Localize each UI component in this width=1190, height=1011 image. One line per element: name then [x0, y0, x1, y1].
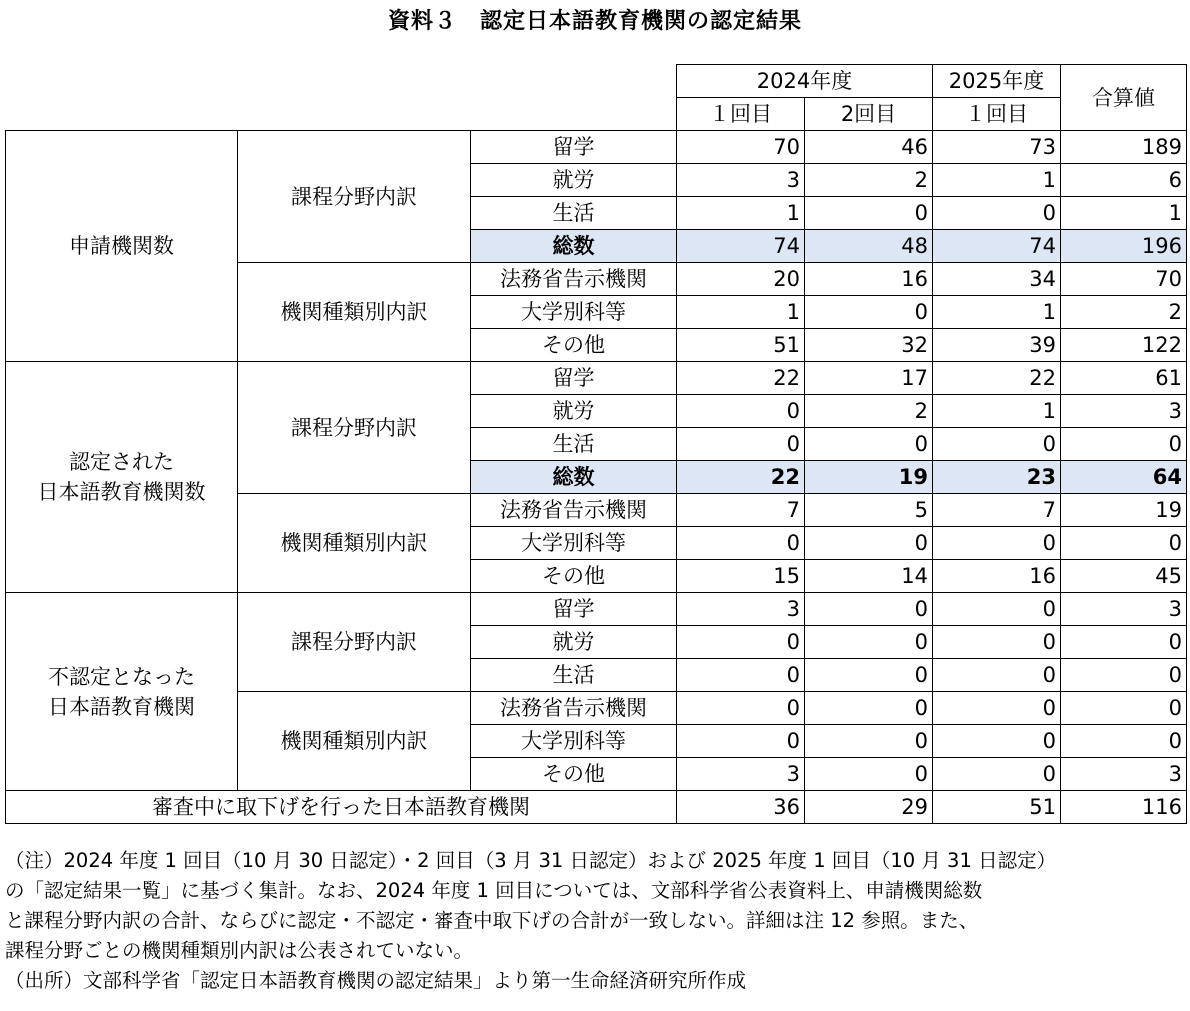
- value-cell: 1: [677, 197, 805, 230]
- value-cell: 23: [933, 461, 1061, 494]
- header-round-2024-1: １回目: [677, 98, 805, 131]
- source-line: （出所）文部科学省「認定日本語教育機関の認定結果」より第一生命経済研究所作成: [5, 969, 747, 992]
- value-cell: 0: [805, 659, 933, 692]
- table-row: [6, 593, 1187, 626]
- row-label: その他: [471, 329, 677, 362]
- row-label: その他: [471, 758, 677, 791]
- value-cell: 5: [805, 494, 933, 527]
- row-label: 総数: [471, 461, 677, 494]
- value-cell: 64: [1061, 461, 1187, 494]
- value-cell: 36: [677, 791, 805, 824]
- group-label: [6, 131, 238, 362]
- group-label-line: 申請機関数: [69, 234, 174, 258]
- value-cell: 45: [1061, 560, 1187, 593]
- subgroup-label: 機関種類別内訳: [238, 494, 471, 593]
- value-cell: 0: [1061, 692, 1187, 725]
- value-cell: 19: [805, 461, 933, 494]
- value-cell: 32: [805, 329, 933, 362]
- row-label: 留学: [471, 593, 677, 626]
- value-cell: 0: [933, 659, 1061, 692]
- value-cell: 0: [933, 626, 1061, 659]
- group-label: [6, 593, 238, 791]
- value-cell: 0: [805, 626, 933, 659]
- value-cell: 39: [933, 329, 1061, 362]
- group-label-line: 不認定となった: [48, 664, 195, 689]
- value-cell: 2: [805, 395, 933, 428]
- value-cell: 2: [805, 164, 933, 197]
- group-label: [6, 362, 238, 593]
- value-cell: 0: [933, 593, 1061, 626]
- value-cell: 20: [677, 263, 805, 296]
- value-cell: 1: [933, 395, 1061, 428]
- header-2025: 2025年度: [933, 65, 1061, 98]
- value-cell: 0: [805, 428, 933, 461]
- value-cell: 0: [1061, 428, 1187, 461]
- value-cell: 48: [805, 230, 933, 263]
- value-cell: 17: [805, 362, 933, 395]
- note-line: 課程分野ごとの機関種類別内訳は公表されていない。: [5, 939, 474, 962]
- notes: [5, 846, 1185, 996]
- value-cell: 189: [1061, 131, 1187, 164]
- table-row: [6, 362, 1187, 395]
- value-cell: 0: [933, 428, 1061, 461]
- row-label: その他: [471, 560, 677, 593]
- value-cell: 3: [1061, 395, 1187, 428]
- value-cell: 51: [933, 791, 1061, 824]
- subgroup-label: 課程分野内訳: [238, 131, 471, 263]
- value-cell: 0: [805, 296, 933, 329]
- value-cell: 51: [677, 329, 805, 362]
- value-cell: 2: [1061, 296, 1187, 329]
- subgroup-label: 機関種類別内訳: [238, 692, 471, 791]
- value-cell: 14: [805, 560, 933, 593]
- value-cell: 0: [933, 197, 1061, 230]
- group-label-line: 日本語教育機関: [48, 694, 195, 719]
- value-cell: 0: [677, 527, 805, 560]
- row-label: 留学: [471, 362, 677, 395]
- page-title: 資料３ 認定日本語教育機関の認定結果: [387, 9, 802, 34]
- value-cell: 0: [933, 758, 1061, 791]
- row-label: 就労: [471, 395, 677, 428]
- value-cell: 70: [677, 131, 805, 164]
- value-cell: 6: [1061, 164, 1187, 197]
- withdrawn-label: 審査中に取下げを行った日本語教育機関: [6, 791, 677, 824]
- header-round-2024-2: 2回目: [805, 98, 933, 131]
- value-cell: 3: [677, 593, 805, 626]
- withdrawn-row: [6, 791, 1187, 824]
- row-label: 生活: [471, 659, 677, 692]
- results-table-body: [6, 65, 1187, 824]
- value-cell: 1: [677, 296, 805, 329]
- value-cell: 22: [933, 362, 1061, 395]
- row-label: 法務省告示機関: [471, 692, 677, 725]
- value-cell: 61: [1061, 362, 1187, 395]
- value-cell: 22: [677, 461, 805, 494]
- header-blank: [6, 65, 677, 98]
- value-cell: 0: [805, 527, 933, 560]
- value-cell: 0: [677, 692, 805, 725]
- subgroup-label: 機関種類別内訳: [238, 263, 471, 362]
- header-total: 合算値: [1061, 65, 1187, 131]
- value-cell: 15: [677, 560, 805, 593]
- row-label: 就労: [471, 164, 677, 197]
- value-cell: 0: [1061, 527, 1187, 560]
- value-cell: 0: [1061, 659, 1187, 692]
- value-cell: 0: [805, 593, 933, 626]
- value-cell: 0: [805, 758, 933, 791]
- header-row-years: [6, 65, 1187, 98]
- row-label: 大学別科等: [471, 527, 677, 560]
- value-cell: 116: [1061, 791, 1187, 824]
- header-row-rounds: [6, 98, 1187, 131]
- value-cell: 19: [1061, 494, 1187, 527]
- group-label-line: 認定された: [69, 450, 174, 474]
- value-cell: 0: [677, 725, 805, 758]
- value-cell: 0: [805, 725, 933, 758]
- row-label: 留学: [471, 131, 677, 164]
- value-cell: 46: [805, 131, 933, 164]
- value-cell: 74: [933, 230, 1061, 263]
- value-cell: 196: [1061, 230, 1187, 263]
- value-cell: 3: [677, 164, 805, 197]
- value-cell: 73: [933, 131, 1061, 164]
- value-cell: 122: [1061, 329, 1187, 362]
- value-cell: 29: [805, 791, 933, 824]
- value-cell: 1: [933, 296, 1061, 329]
- note-line: の「認定結果一覧」に基づく集計。なお、2024 年度 1 回目については、文部科学省公表資料上、申請機関総数: [5, 879, 983, 902]
- group-label-line: 日本語教育機関数: [37, 480, 206, 504]
- value-cell: 0: [677, 659, 805, 692]
- value-cell: 0: [933, 725, 1061, 758]
- header-2024: 2024年度: [677, 65, 933, 98]
- row-label: 総数: [471, 230, 677, 263]
- value-cell: 0: [1061, 626, 1187, 659]
- row-label: 大学別科等: [471, 725, 677, 758]
- value-cell: 16: [805, 263, 933, 296]
- subgroup-label: 課程分野内訳: [238, 362, 471, 494]
- value-cell: 34: [933, 263, 1061, 296]
- header-blank: [6, 98, 677, 131]
- value-cell: 7: [677, 494, 805, 527]
- table-row: [6, 131, 1187, 164]
- header-round-2025-1: １回目: [933, 98, 1061, 131]
- value-cell: 1: [1061, 197, 1187, 230]
- value-cell: 3: [1061, 758, 1187, 791]
- note-line: と課程分野内訳の合計、ならびに認定・不認定・審査中取下げの合計が一致しない。詳細は注 12 参照。また、: [5, 909, 979, 932]
- value-cell: 0: [805, 692, 933, 725]
- value-cell: 0: [933, 692, 1061, 725]
- row-label: 生活: [471, 197, 677, 230]
- value-cell: 3: [1061, 593, 1187, 626]
- note-line: （注）2024 年度 1 回目（10 月 30 日認定）・2 回目（3 月 31 日認定）および 2025 年度 1 回目（10 月 31 日認定）: [5, 849, 1057, 872]
- value-cell: 3: [677, 758, 805, 791]
- value-cell: 7: [933, 494, 1061, 527]
- value-cell: 0: [677, 395, 805, 428]
- value-cell: 74: [677, 230, 805, 263]
- value-cell: 16: [933, 560, 1061, 593]
- row-label: 法務省告示機関: [471, 263, 677, 296]
- value-cell: 1: [933, 164, 1061, 197]
- value-cell: 0: [933, 527, 1061, 560]
- subgroup-label: 課程分野内訳: [238, 593, 471, 692]
- value-cell: 0: [677, 626, 805, 659]
- value-cell: 0: [677, 428, 805, 461]
- value-cell: 70: [1061, 263, 1187, 296]
- row-label: 就労: [471, 626, 677, 659]
- row-label: 法務省告示機関: [471, 494, 677, 527]
- results-table: [5, 64, 1187, 824]
- value-cell: 22: [677, 362, 805, 395]
- value-cell: 0: [1061, 725, 1187, 758]
- value-cell: 0: [805, 197, 933, 230]
- row-label: 大学別科等: [471, 296, 677, 329]
- row-label: 生活: [471, 428, 677, 461]
